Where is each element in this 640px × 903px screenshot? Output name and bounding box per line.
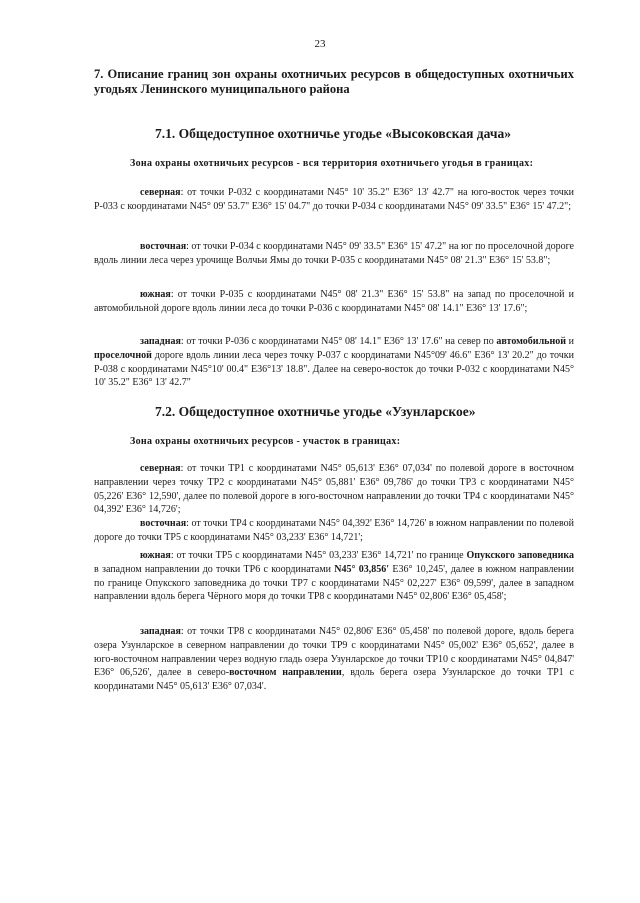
boundary-label: северная [140, 187, 181, 198]
boundary-label: восточная [140, 518, 187, 529]
boundary-label: западная [140, 336, 181, 347]
boundary-label: восточная [140, 241, 187, 252]
boundary-east-2 [94, 517, 574, 545]
boundary-label: южная [140, 289, 171, 300]
boundary-north-2 [94, 462, 574, 517]
boundary-text: : от точки Р-032 с координатами N45° 10' 35.2" E36° 13' 42.7" на юго-восток через точки Р-033 с координатами N45° 09' 53.7" E36° 15' 04.7" до точки Р-034 с координатами N45° 09' 33.5" E36° 15' 47.2"; [94, 187, 574, 212]
boundary-label: южная [140, 550, 171, 561]
boundary-text: , вдоль берега озера Узунларское до точки ТР1 с координатами N45° 05,613' E36° 07,034'. [94, 667, 574, 693]
boundary-text: : от точки Р-036 с координатами N45° 08' 14.1" E36° 13' 17.6" на север по [180, 336, 497, 347]
boundary-text-bold: проселочной [94, 349, 152, 361]
boundary-north-1 [94, 186, 574, 214]
boundary-south-1 [94, 288, 574, 316]
boundary-east-1 [94, 240, 574, 268]
boundary-west-2 [94, 625, 574, 694]
boundary-text: : от точки ТР5 с координатами N45° 03,233' E36° 14,721' по границе [170, 550, 467, 561]
boundary-text: дороге вдоль линии леса через точку Р-037 с координатами N45°09' 46.6" E36° 13' 20.2" до точки Р-038 с координатами N45°10' 00.4" E36°13' 18.8". Далее на северо-восток до точки Р-032 с координатами N45° 10' 35.2" E36° 13' 42.7" [94, 349, 574, 389]
boundary-text: : от точки ТР8 с координатами N45° 02,806' E36° 05,458' по полевой дороге, вдоль берега озера Узунларское в северном направлении до точки ТР9 с координатами N45° 05,002' E36° 05,652', далее в юго-восточном направлении через водную гладь озера Узунларское до точки ТР10 с координатами N45° 04,847' E36° 06,526', далее в северо- [94, 626, 574, 679]
boundary-text: и [566, 336, 575, 347]
boundary-south-2 [94, 549, 574, 604]
zone-description-1: Зона охраны охотничьих ресурсов - вся территория охотничьего угодья в границах: [130, 158, 534, 169]
page-number: 23 [314, 38, 326, 50]
boundary-text-bold: Опукского заповедника [466, 550, 574, 561]
boundary-label: западная [140, 626, 181, 637]
zone-description-2: Зона охраны охотничьих ресурсов - участок в границах: [130, 436, 401, 447]
boundary-text: : от точки ТР1 с координатами N45° 05,613' E36° 07,034' по полевой дороге в восточном направлении через точку ТР2 с координатами N45° 05,881' E36° 09,786' до точки ТР3 с координатами N45° 05,226' E36° 12,590', далее по полевой дороге в юго-восточном направлении до точки ТР4 с координатами N45° 04,392' E36° 14,726'; [94, 463, 574, 516]
boundary-label: северная [140, 463, 181, 474]
boundary-text: : от точки Р-034 с координатами N45° 09' 33.5" E36° 15' 47.2" на юг по проселочной дороге вдоль линии леса через урочище Волчьи Ямы до точки Р-035 с координатами N45° 08' 21.3" E36° 15' 53.8"; [94, 241, 574, 266]
boundary-text-bold: автомобильной [496, 336, 566, 347]
subsection-7-1-title: 7.1. Общедоступное охотничье угодье «Высоковская дача» [155, 126, 511, 141]
boundary-text-bold: N45° 03,856' [334, 563, 390, 575]
boundary-text: : от точки Р-035 с координатами N45° 08' 21.3" E36° 15' 53.8" на запад по проселочной и автомобильной дороге вдоль линии леса до точки Р-036 с координатами N45° 08' 14.1" E36° 13' 17.6"; [94, 289, 574, 314]
section-7-title: 7. Описание границ зон охраны охотничьих ресурсов в общедоступных охотничьих угодьях Ленинского муниципального района [94, 67, 574, 96]
boundary-text: : от точки ТР4 с координатами N45° 04,392' E36° 14,726' в южном направлении по полевой дороге до точки ТР5 с координатами N45° 03,233' E36° 14,721'; [94, 518, 574, 543]
subsection-7-2-title: 7.2. Общедоступное охотничье угодье «Узунларское» [155, 404, 476, 419]
boundary-text-bold: восточном направлении [229, 667, 342, 679]
boundary-text: в западном направлении до точки ТР6 с координатами [94, 563, 335, 575]
boundary-west-1 [94, 335, 574, 390]
boundary-text: E36° 10,245', далее в южном направлении по границе Опукского заповедника до точки ТР7 с координатами N45° 02,227' E36° 09,599', далее в западном направлении вдоль берега Чёрного моря до точки ТР8 с координатами N45° 02,806' E36° 05,458'; [94, 563, 574, 603]
